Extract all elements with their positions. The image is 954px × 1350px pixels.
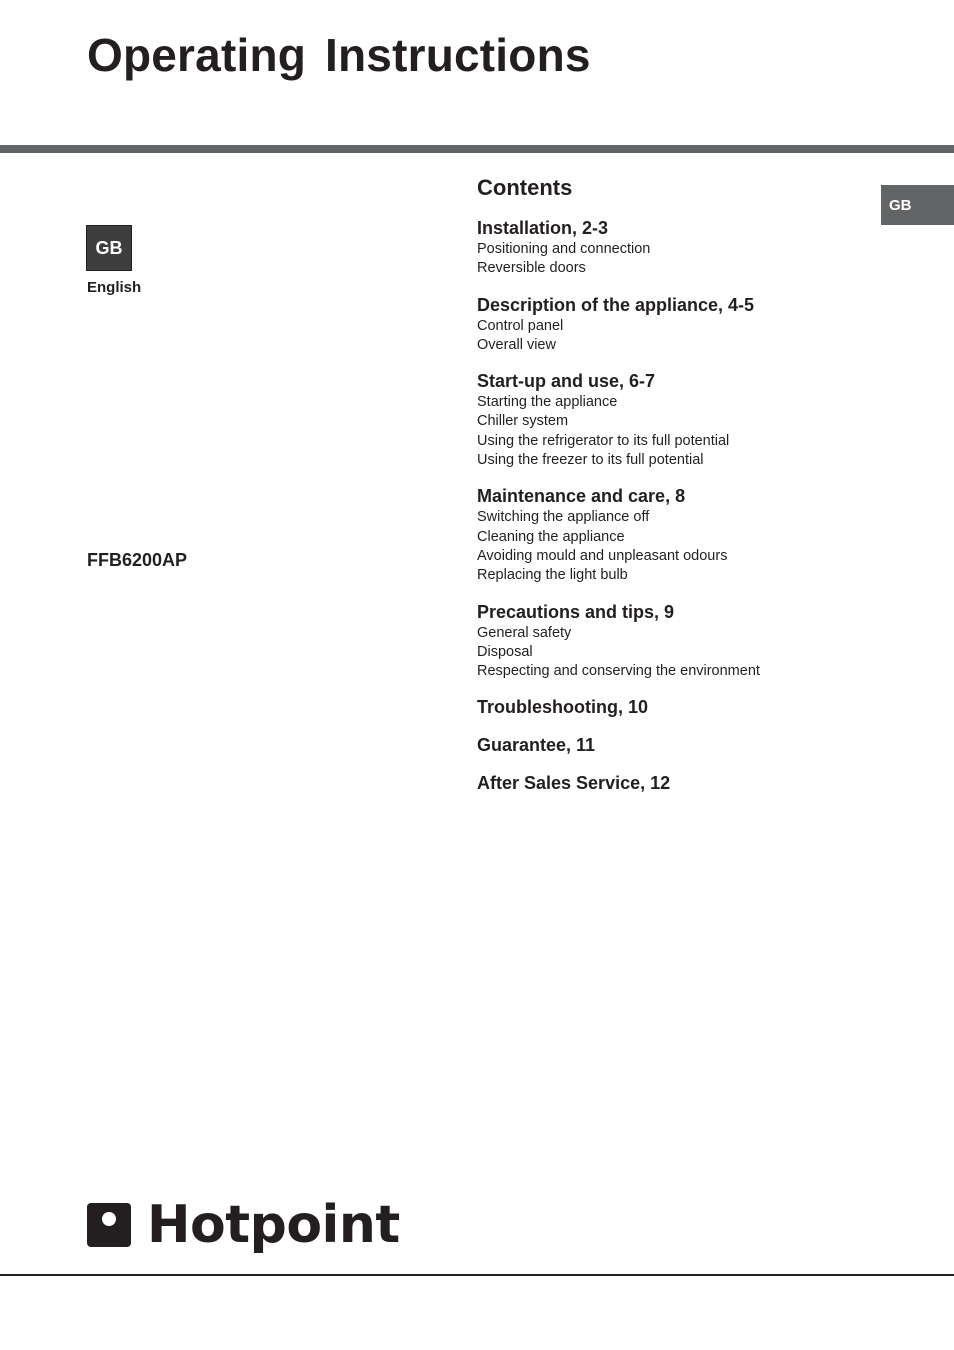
- language-badge: GB: [86, 225, 132, 271]
- section-item: Chiller system: [477, 413, 569, 430]
- section-item: Avoiding mould and unpleasant odours: [477, 547, 728, 564]
- section-item: Starting the appliance: [477, 394, 618, 411]
- language-label: English: [87, 279, 142, 296]
- section-items: [477, 393, 877, 470]
- section-item: Reversible doors: [477, 260, 586, 277]
- contents-section: [477, 217, 877, 279]
- language-side-tab: GB: [881, 185, 954, 225]
- section-item: Switching the appliance off: [477, 509, 650, 526]
- contents-section: [477, 601, 877, 682]
- section-items: [477, 624, 877, 682]
- section-title: Description of the appliance, 4-5: [477, 294, 755, 315]
- section-items: [477, 508, 877, 585]
- contents-section: [477, 485, 877, 585]
- page-title: Operating Instructions: [87, 29, 591, 81]
- section-title: Installation, 2-3: [477, 218, 609, 238]
- section-item: Positioning and connection: [477, 241, 651, 257]
- contents-section: [477, 696, 877, 719]
- section-items: [477, 240, 877, 279]
- section-item: Replacing the light bulb: [477, 567, 628, 584]
- section-title: Precautions and tips, 9: [477, 601, 675, 622]
- logo-wordmark: Hotpoint: [147, 1195, 400, 1255]
- footer-divider: [0, 1274, 954, 1276]
- brand-logo: [87, 1196, 400, 1254]
- section-title: Maintenance and care, 8: [477, 486, 686, 507]
- table-of-contents: [477, 174, 877, 810]
- section-item: General safety: [477, 624, 572, 641]
- section-item: Respecting and conserving the environment: [477, 663, 760, 680]
- section-item: Cleaning the appliance: [477, 528, 625, 545]
- contents-section: [477, 294, 877, 356]
- section-item: Control panel: [477, 317, 564, 334]
- contents-section: [477, 734, 877, 757]
- section-item: Disposal: [477, 643, 533, 660]
- contents-section: [477, 772, 877, 795]
- section-title: Troubleshooting, 10: [477, 697, 649, 718]
- header-divider: [0, 145, 954, 153]
- section-title: Start-up and use, 6-7: [477, 371, 656, 392]
- section-items: [477, 317, 877, 356]
- section-title: Guarantee, 11: [477, 735, 596, 756]
- model-number: FFB6200AP: [87, 550, 188, 570]
- logo-mark-icon: [87, 1203, 131, 1247]
- section-title: After Sales Service, 12: [477, 773, 671, 794]
- contents-heading: Contents: [477, 175, 573, 200]
- contents-section: [477, 370, 877, 470]
- section-item: Using the freezer to its full potential: [477, 452, 704, 469]
- section-item: Using the refrigerator to its full potential: [477, 432, 730, 449]
- section-item: Overall view: [477, 336, 556, 353]
- contents-sections: [477, 217, 877, 795]
